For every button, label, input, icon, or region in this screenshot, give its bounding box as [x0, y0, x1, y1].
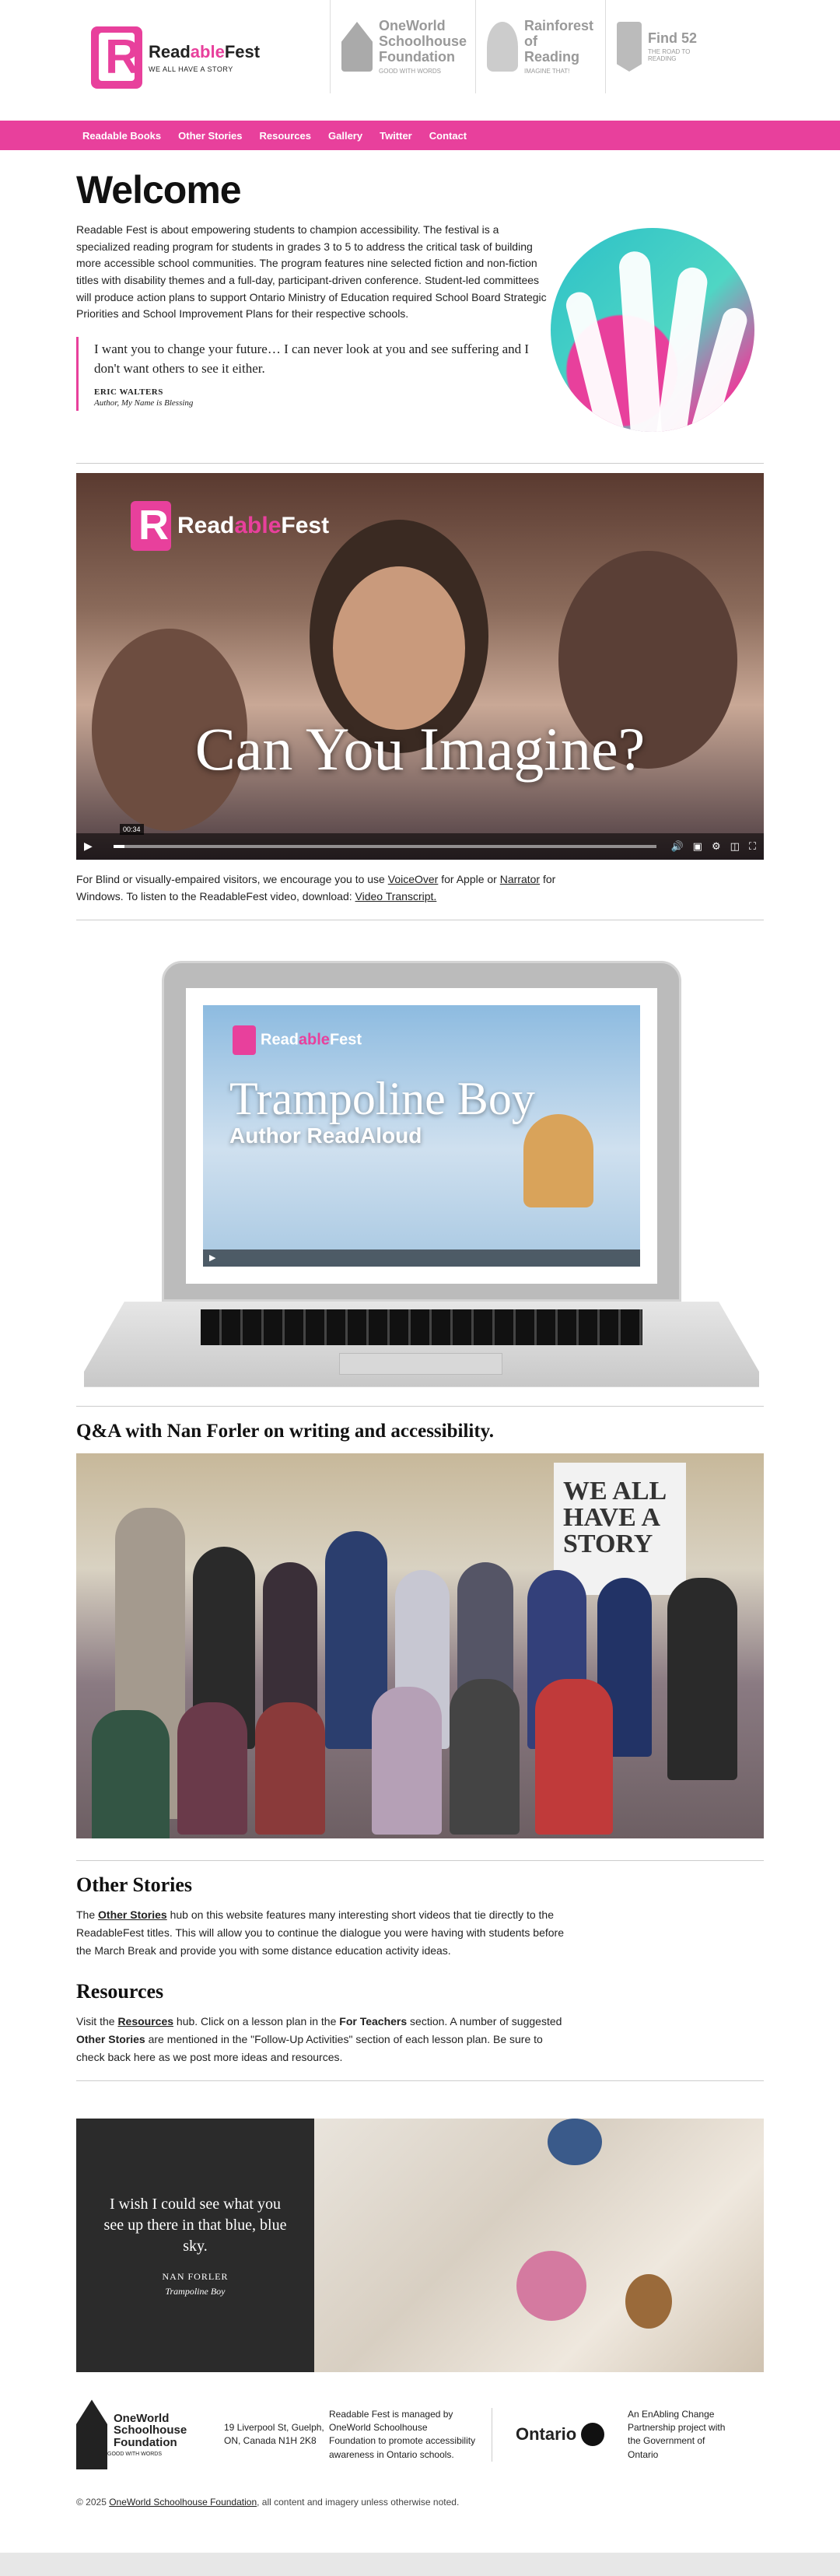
resources-heading: Resources: [76, 1980, 164, 2003]
narrator-link[interactable]: Narrator: [499, 873, 541, 885]
nav-twitter[interactable]: Twitter: [380, 129, 412, 142]
welcome-section: [76, 150, 764, 454]
page-title: Welcome: [76, 168, 241, 212]
nav-contact[interactable]: Contact: [429, 129, 467, 142]
partner-find52[interactable]: Find 52 THE ROAD TO READING: [605, 0, 713, 93]
trillium-icon: [581, 2423, 604, 2446]
video-title: Can You Imagine?: [194, 715, 646, 783]
page-bottom-bar: [0, 2553, 840, 2576]
readablefest-logo-icon: [91, 26, 142, 89]
fullscreen-icon[interactable]: ⛶: [748, 841, 756, 853]
footer-about: Readable Fest is managed by OneWorld Schoolhouse Foundation to promote accessibility awareness in Ontario schools.: [329, 2408, 492, 2462]
laptop-video-subtitle: Author ReadAloud: [229, 1123, 422, 1148]
laptop-video-controls[interactable]: [203, 1249, 640, 1267]
panel-quote: I wish I could see what you see up there in that blue, blue sky. NAN FORLER Trampoline Boy: [76, 2119, 314, 2372]
nav-resources[interactable]: Resources: [259, 129, 311, 142]
play-icon[interactable]: ▶: [209, 1252, 216, 1263]
divider: [76, 1860, 764, 1861]
qa-group-photo: [76, 1453, 764, 1838]
copyright: © 2025 OneWorld Schoolhouse Foundation, all content and imagery unless otherwise noted.: [76, 2497, 460, 2508]
site-footer: [76, 2380, 764, 2489]
author-quote: I want you to change your future… I can never look at you and see suffering and I don't want others to see it either. ERIC WALTERS Author, My Name is Blessing: [76, 337, 535, 411]
voiceover-link[interactable]: VoiceOver: [387, 873, 439, 885]
other-stories-link[interactable]: Other Stories: [98, 1908, 167, 1921]
readablefest-logo-icon: [131, 501, 171, 551]
site-header: [0, 0, 840, 121]
settings-icon[interactable]: ⚙: [711, 841, 721, 853]
video-time: 00:34: [120, 824, 144, 835]
volume-icon[interactable]: 🔊: [670, 841, 684, 853]
qa-title: Q&A with Nan Forler on writing and accessibility.: [76, 1420, 495, 1442]
nav-gallery[interactable]: Gallery: [328, 129, 363, 142]
video-transcript-link[interactable]: Video Transcript.: [355, 890, 437, 903]
accessibility-note: For Blind or visually-empaired visitors, we encourage you to use VoiceOver for Apple or Narrator for Windows. To listen to the ReadableFest video, download: Video Transcript.: [76, 873, 556, 903]
video-progress-bar[interactable]: [114, 845, 656, 848]
video-controls: [76, 833, 764, 860]
we-all-have-a-story-sign: WE ALL HAVE A STORY: [554, 1463, 686, 1595]
footer-address: 19 Liverpool St, Guelph, ON, Canada N1H 2K8: [224, 2421, 324, 2447]
other-stories-heading: Other Stories: [76, 1873, 192, 1896]
trampoline-boy-video[interactable]: ReadableFest Trampoline Boy Author ReadAloud ▶: [203, 1005, 640, 1267]
owl-icon: [487, 22, 518, 72]
partner-oneworld[interactable]: OneWorld Schoolhouse Foundation GOOD WITH WORDS: [330, 0, 475, 93]
nav-readable-books[interactable]: Readable Books: [82, 129, 162, 142]
laptop-video-section: [76, 930, 764, 1397]
partner-rainforest[interactable]: Rainforest of Reading IMAGINE THAT!: [475, 0, 605, 93]
resources-text: Visit the Resources hub. Click on a lesson plan in the For Teachers section. A number of suggested Other Stories are mentioned in the "Follow-Up Activities" section of each lesson plan. Be sure to check back here as we post more ideas and resources.: [76, 2015, 562, 2064]
resources-link[interactable]: Resources: [117, 2015, 174, 2028]
laptop-screen: [162, 961, 681, 1302]
find52-icon: [617, 22, 642, 72]
boy-illustration: [523, 1114, 593, 1207]
footer-partnership: An EnAbling Change Partnership project with the Government of Ontario: [628, 2408, 726, 2460]
readablefest-logo[interactable]: R ReadableFest WE ALL HAVE A STORY: [91, 26, 260, 89]
laptop-video-title: Trampoline Boy: [229, 1072, 535, 1124]
divider: [76, 463, 764, 464]
other-stories-text: The Other Stories hub on this website features many interesting short videos that tie directly to the ReadableFest titles. This will allow you to continue the dialogue you were having with students before the March Break and provide you with some distance education activity ideas.: [76, 1908, 564, 1957]
laptop-trackpad: [339, 1353, 502, 1375]
trampoline-boy-illustration: [314, 2119, 764, 2372]
raised-hands-illustration: [551, 228, 754, 432]
logo-tagline: WE ALL HAVE A STORY: [149, 65, 233, 73]
captions-icon[interactable]: ▣: [692, 841, 702, 853]
nav-other-stories[interactable]: Other Stories: [178, 129, 243, 142]
laptop-keyboard: [201, 1309, 642, 1345]
oneworld-link[interactable]: OneWorld Schoolhouse Foundation: [109, 2497, 257, 2508]
divider: [76, 1406, 764, 1407]
schoolhouse-icon: [76, 2399, 107, 2469]
play-icon[interactable]: ▶: [84, 840, 93, 853]
welcome-intro: Readable Fest is about empowering students to champion accessibility. The festival is a specialized reading program for students in grades 3 to 5 to address the critical task of building more accessible school communities. The program features nine selected fiction and non-fiction titles with disability themes and a full-day, participant-driven conference. Student-led committees will produce action plans to support Ontario Ministry of Education required School Board Strategic Priorities and School Improvement Plans for their respective schools.: [76, 223, 547, 321]
partner-logos: [330, 0, 713, 121]
trampoline-boy-quote-panel: [76, 2119, 764, 2372]
main-nav: [0, 121, 840, 150]
readablefest-video-player[interactable]: [76, 473, 764, 860]
readablefest-logo-icon: [233, 1025, 256, 1055]
divider: [76, 2080, 764, 2081]
pip-icon[interactable]: ◫: [730, 841, 740, 853]
video-readablefest-logo: R ReadableFest: [131, 501, 329, 551]
ontario-logo[interactable]: Ontario: [492, 2423, 609, 2446]
footer-oneworld-logo[interactable]: OneWorld Schoolhouse Foundation GOOD WITH WORDS: [76, 2399, 224, 2469]
schoolhouse-icon: [341, 22, 373, 72]
